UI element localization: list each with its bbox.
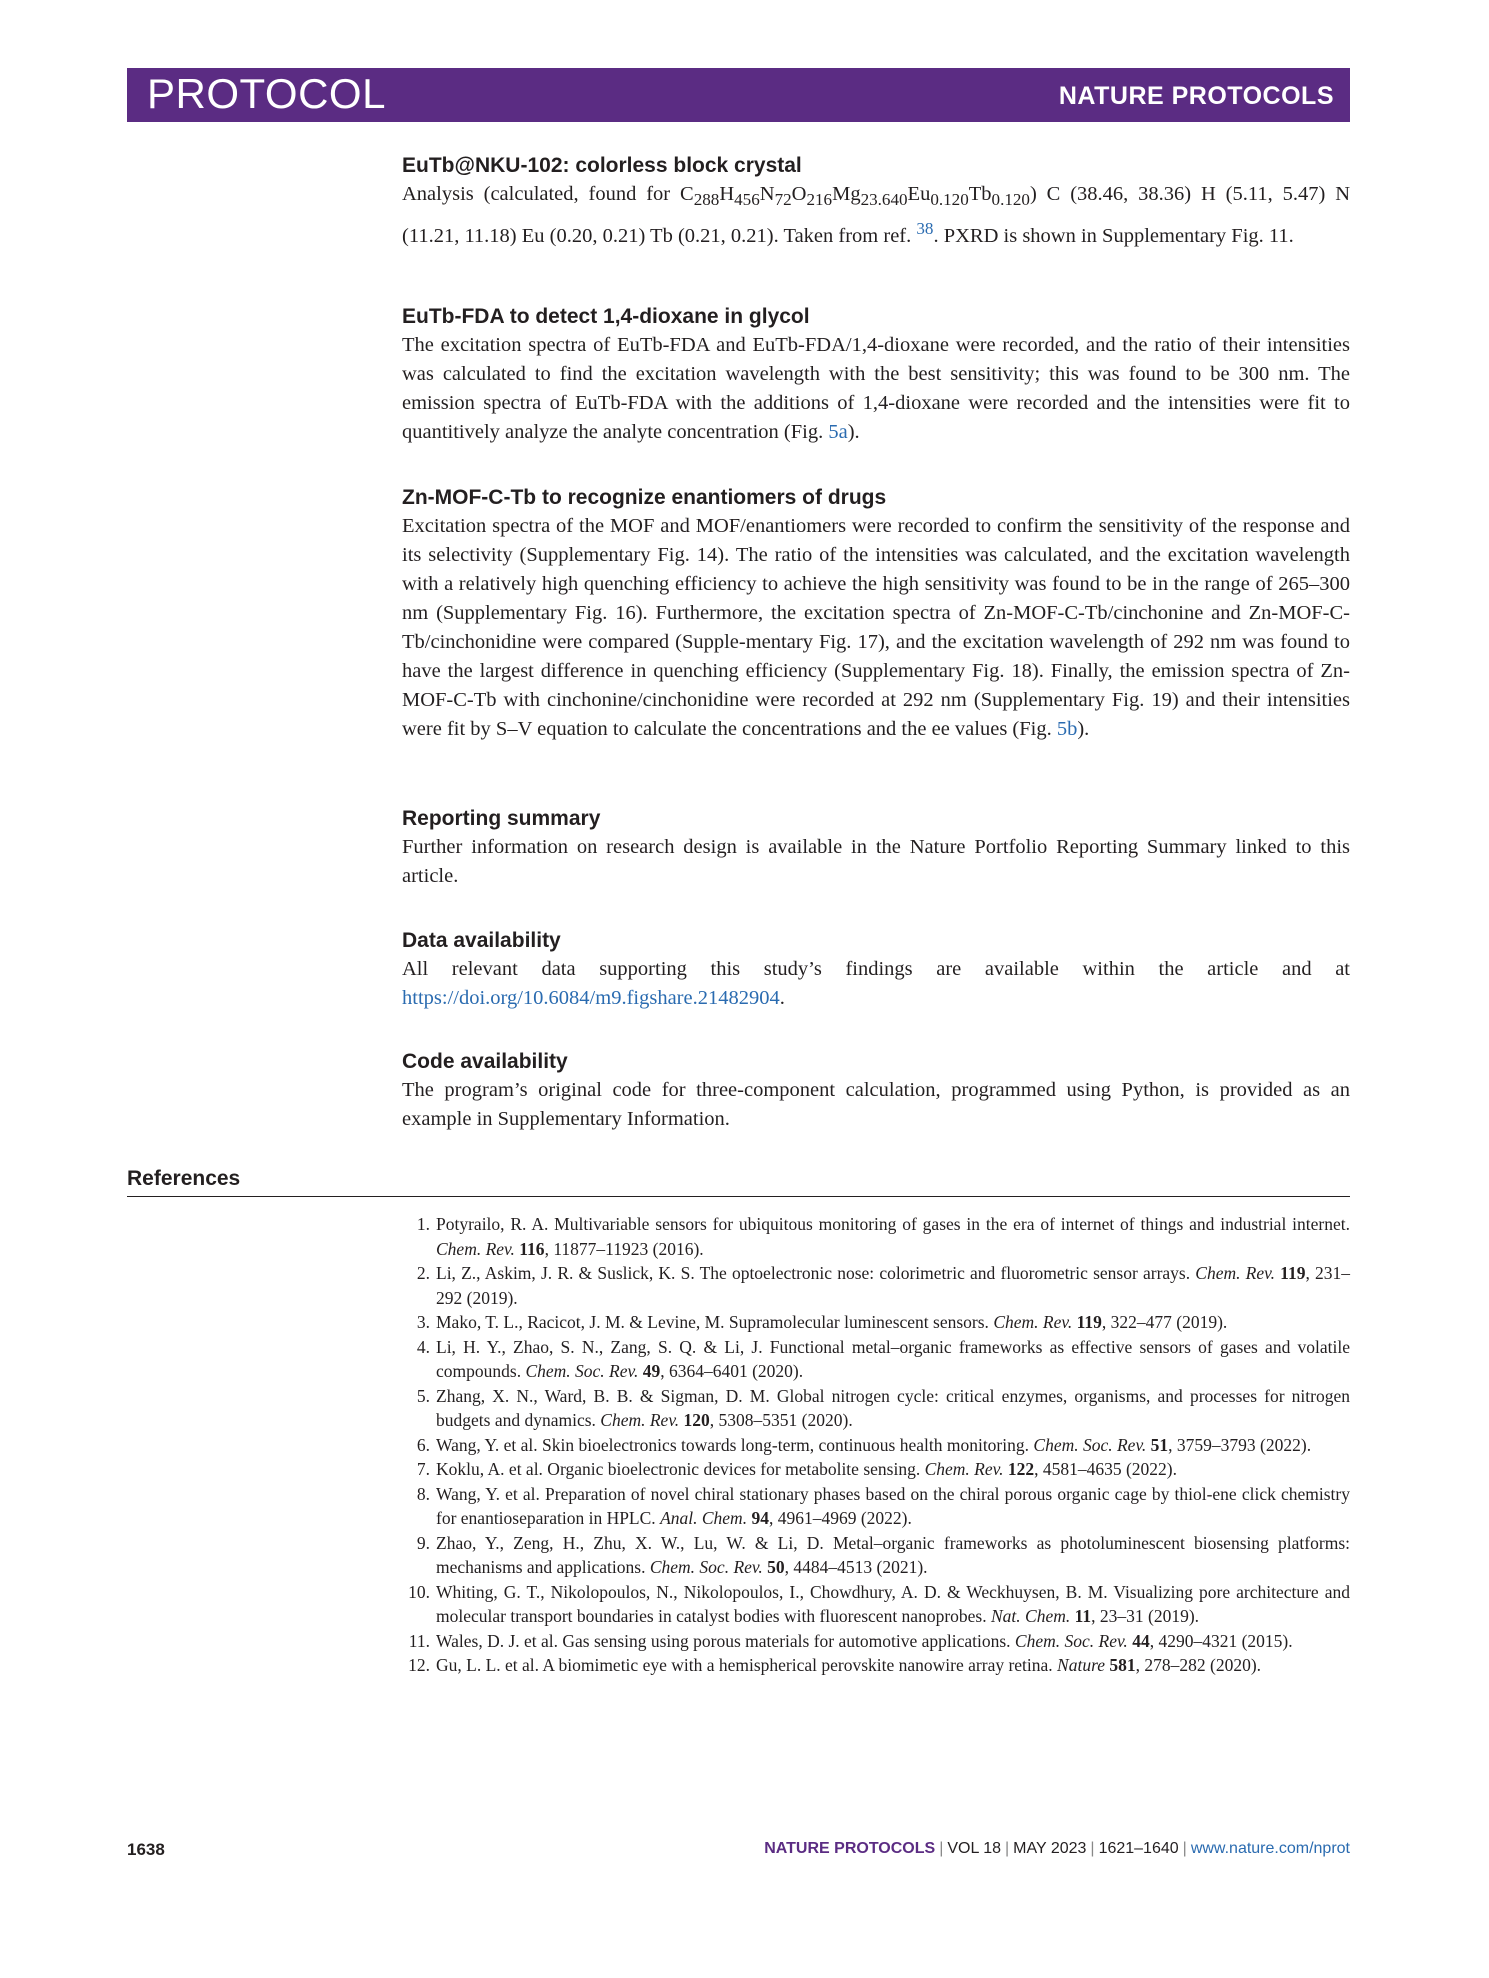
reference-number: 9.	[416, 1532, 430, 1553]
reference-pages: , 278–282 (2020).	[1135, 1655, 1262, 1675]
reference-journal: Chem. Soc. Rev.	[1014, 1630, 1128, 1651]
section-body: Excitation spectra of the MOF and MOF/enantiomers were recorded to confirm the sensitivity of the response and its selectivity (Supplementary Fig. 14). The ratio of the intensities was calculated, and the excitation wavelength with a relatively high quenching efficiency to achieve the high sensitivity was found to be in the range of 265–300 nm (Supplementary Fig. 16). Furthermore, the excitation spectra of Zn-MOF-C-Tb/cinchonine and Zn-MOF-C-Tb/cinchonidine were compared (Supple-mentary Fig. 17), and the excitation wavelength of 292 nm was found to have the largest difference in quenching efficiency (Supplementary Fig. 18). Finally, the emission spectra of Zn-MOF-C-Tb with cinchonine/cinchonidine were recorded at 292 nm (Supplementary Fig. 19) and their intensities were fit by S–V equation to calculate the concentrations and the ee values (Fig. 5b).	[402, 515, 1350, 740]
reference-volume: 120	[683, 1410, 710, 1430]
reference-item	[402, 1212, 1350, 1261]
reference-journal: Chem. Rev.	[436, 1238, 515, 1259]
reference-volume: 94	[751, 1508, 769, 1528]
reference-number: 4.	[416, 1336, 430, 1357]
page-number: 1638	[127, 1840, 165, 1859]
references-heading: References	[127, 1164, 1350, 1197]
reference-text: Mako, T. L., Racicot, J. M. & Levine, M. Supramolecular luminescent sensors.	[436, 1312, 994, 1332]
header-banner	[127, 68, 1350, 122]
reference-item	[402, 1310, 1350, 1335]
reference-journal: Chem. Rev.	[600, 1410, 680, 1430]
references-list	[402, 1212, 1350, 1678]
reference-link[interactable]: 38	[916, 219, 934, 239]
section-znmof	[402, 483, 1350, 744]
section-title: EuTb-FDA to detect 1,4-dioxane in glycol	[402, 305, 810, 328]
reference-pages: , 11877–11923 (2016).	[544, 1238, 704, 1259]
reference-item	[402, 1653, 1350, 1678]
reference-number: 8.	[416, 1483, 430, 1504]
section-body: Further information on research design is available in the Nature Portfolio Reporting Summary linked to this article.	[402, 836, 1350, 887]
section-body: The excitation spectra of EuTb-FDA and EuTb-FDA/1,4-dioxane were recorded, and the ratio of their intensities was calculated to find the excitation wavelength with the best sensitivity; this was found to be 300 nm. The emission spectra of EuTb-FDA with the additions of 1,4-dioxane were recorded and the intensities were fit to quantitively analyze the analyte concentration (Fig. 5a).	[402, 334, 1350, 443]
reference-text: Koklu, A. et al. Organic bioelectronic devices for metabolite sensing.	[436, 1459, 925, 1479]
reference-volume: 581	[1109, 1655, 1136, 1675]
article-type-label: PROTOCOL	[147, 70, 386, 117]
reference-volume: 50	[767, 1557, 785, 1577]
footer-citation: NATURE PROTOCOLS | VOL 18 | MAY 2023 | 1621–1640 | www.nature.com/nprot	[764, 1840, 1350, 1857]
reference-text: Wang, Y. et al. Preparation of novel chiral stationary phases based on the chiral porous organic cage by thiol-ene click chemistry for enantioseparation in HPLC.	[436, 1483, 1350, 1528]
section-reporting	[402, 804, 1350, 891]
reference-text: Wang, Y. et al. Skin bioelectronics towards long-term, continuous health monitoring.	[436, 1434, 1034, 1455]
section-title: Zn-MOF-C-Tb to recognize enantiomers of drugs	[402, 486, 887, 509]
reference-journal: Chem. Soc. Rev.	[525, 1361, 639, 1381]
reference-journal: Chem. Rev.	[993, 1312, 1073, 1332]
reference-journal: Chem. Rev.	[1195, 1263, 1275, 1283]
reference-pages: , 4581–4635 (2022).	[1034, 1459, 1177, 1479]
reference-number: 2.	[416, 1263, 430, 1283]
reference-item	[402, 1335, 1350, 1384]
reference-item	[402, 1261, 1350, 1310]
reference-volume: 49	[642, 1361, 661, 1381]
reference-number: 12.	[408, 1655, 430, 1675]
reference-text: Li, Z., Askim, J. R. & Suslick, K. S. The optoelectronic nose: colorimetric and fluorometric sensor arrays.	[436, 1263, 1196, 1283]
reference-item	[402, 1482, 1350, 1531]
reference-item	[402, 1457, 1350, 1482]
journal-name: NATURE PROTOCOLS	[1058, 82, 1334, 110]
reference-pages: , 322–477 (2019).	[1101, 1312, 1228, 1332]
reference-text: Zhao, Y., Zeng, H., Zhu, X. W., Lu, W. & Li, D. Metal–organic frameworks as photoluminescent biosensing platforms: mechanisms and applications.	[436, 1532, 1350, 1577]
reference-volume: 51	[1150, 1434, 1169, 1455]
reference-pages: , 3759–3793 (2022).	[1168, 1434, 1312, 1455]
reference-volume: 116	[519, 1238, 545, 1259]
reference-number: 11.	[408, 1630, 430, 1651]
section-body: The program’s original code for three-component calculation, programmed using Python, is provided as an example in Supplementary Information.	[402, 1079, 1350, 1130]
reference-number: 5.	[416, 1385, 430, 1406]
section-title: Code availability	[402, 1050, 568, 1073]
section-title: EuTb@NKU-102: colorless block crystal	[402, 154, 802, 177]
reference-volume: 119	[1076, 1312, 1102, 1332]
reference-text: Zhang, X. N., Ward, B. B. & Sigman, D. M. Global nitrogen cycle: critical enzymes, organisms, and processes for nitrogen budgets and dynamics.	[436, 1385, 1350, 1430]
section-title: Reporting summary	[402, 807, 601, 830]
reference-volume: 11	[1074, 1606, 1092, 1626]
footer-pages: 1621–1640	[1098, 1840, 1179, 1857]
footer-volume: VOL 18	[947, 1840, 1002, 1857]
reference-number: 1.	[416, 1214, 430, 1234]
reference-journal: Chem. Soc. Rev.	[1033, 1434, 1147, 1455]
reference-item	[402, 1580, 1350, 1629]
section-code-availability	[402, 1047, 1350, 1134]
reference-journal: Nature	[1057, 1655, 1106, 1675]
reference-journal: Nat. Chem.	[990, 1606, 1071, 1626]
reference-number: 6.	[416, 1434, 430, 1455]
section-data-availability	[402, 926, 1350, 1013]
reference-text: Whiting, G. T., Nikolopoulos, N., Nikolopoulos, I., Chowdhury, A. D. & Weckhuysen, B. M. Visualizing pore architecture and molecular transport boundaries in catalyst bodies with fluorescent nanoprobes.	[436, 1581, 1350, 1626]
section-title: Data availability	[402, 929, 561, 952]
figure-link[interactable]: 5b	[1056, 718, 1078, 740]
reference-number: 7.	[416, 1459, 430, 1479]
reference-pages: , 4961–4969 (2022).	[768, 1508, 912, 1528]
reference-journal: Chem. Rev.	[924, 1459, 1004, 1479]
reference-volume: 44	[1132, 1630, 1150, 1651]
footer-url[interactable]: www.nature.com/nprot	[1190, 1840, 1350, 1857]
reference-item	[402, 1531, 1350, 1580]
section-fda	[402, 302, 1350, 447]
reference-number: 3.	[416, 1312, 430, 1332]
reference-pages: , 231–292 (2019).	[436, 1263, 1351, 1308]
reference-number: 10.	[408, 1581, 430, 1602]
section-nku	[402, 151, 1350, 251]
reference-item	[402, 1629, 1350, 1654]
reference-journal: Anal. Chem.	[660, 1508, 748, 1528]
footer-journal: NATURE PROTOCOLS	[764, 1840, 936, 1857]
section-body: Analysis (calculated, found for $C_{288}H_{456}N_{72}O_{216}Mg_{23.640}Eu_{0.120}Tb_{0.120}$) C (38.46, 38.36) H (5.11, 5.47) N (11.21, 11.18) Eu (0.20, 0.21) Tb (0.21, 0.21). Taken from ref. $^{38}$. PXRD is shown in Supplementary Fig. 11.	[402, 183, 1351, 247]
reference-pages: , 4484–4513 (2021).	[784, 1557, 928, 1577]
doi-link[interactable]: https://doi.org/10.6084/m9.figshare.21482904	[402, 987, 780, 1009]
reference-pages: , 6364–6401 (2020).	[660, 1361, 804, 1381]
figure-link[interactable]: 5a	[828, 421, 848, 443]
reference-volume: 119	[1280, 1263, 1306, 1283]
reference-text: Potyrailo, R. A. Multivariable sensors for ubiquitous monitoring of gases in the era of internet of things and industrial internet.	[436, 1214, 1350, 1234]
reference-text: Li, H. Y., Zhao, S. N., Zang, S. Q. & Li, J. Functional metal–organic frameworks as effective sensors of gases and volatile compounds.	[436, 1336, 1350, 1381]
section-body: All relevant data supporting this study’s findings are available within the article and at https://doi.org/10.6084/m9.figshare.21482904.	[402, 958, 1350, 1009]
reference-pages: , 5308–5351 (2020).	[709, 1410, 853, 1430]
reference-item	[402, 1433, 1350, 1458]
footer-date: MAY 2023	[1013, 1840, 1087, 1857]
reference-text: Wales, D. J. et al. Gas sensing using porous materials for automotive applications.	[436, 1630, 1015, 1651]
reference-journal: Chem. Soc. Rev.	[649, 1557, 763, 1577]
reference-pages: , 23–31 (2019).	[1091, 1606, 1200, 1626]
reference-item	[402, 1384, 1350, 1433]
reference-pages: , 4290–4321 (2015).	[1149, 1630, 1293, 1651]
reference-text: Gu, L. L. et al. A biomimetic eye with a hemispherical perovskite nanowire array retina.	[436, 1655, 1058, 1675]
reference-volume: 122	[1007, 1459, 1035, 1479]
